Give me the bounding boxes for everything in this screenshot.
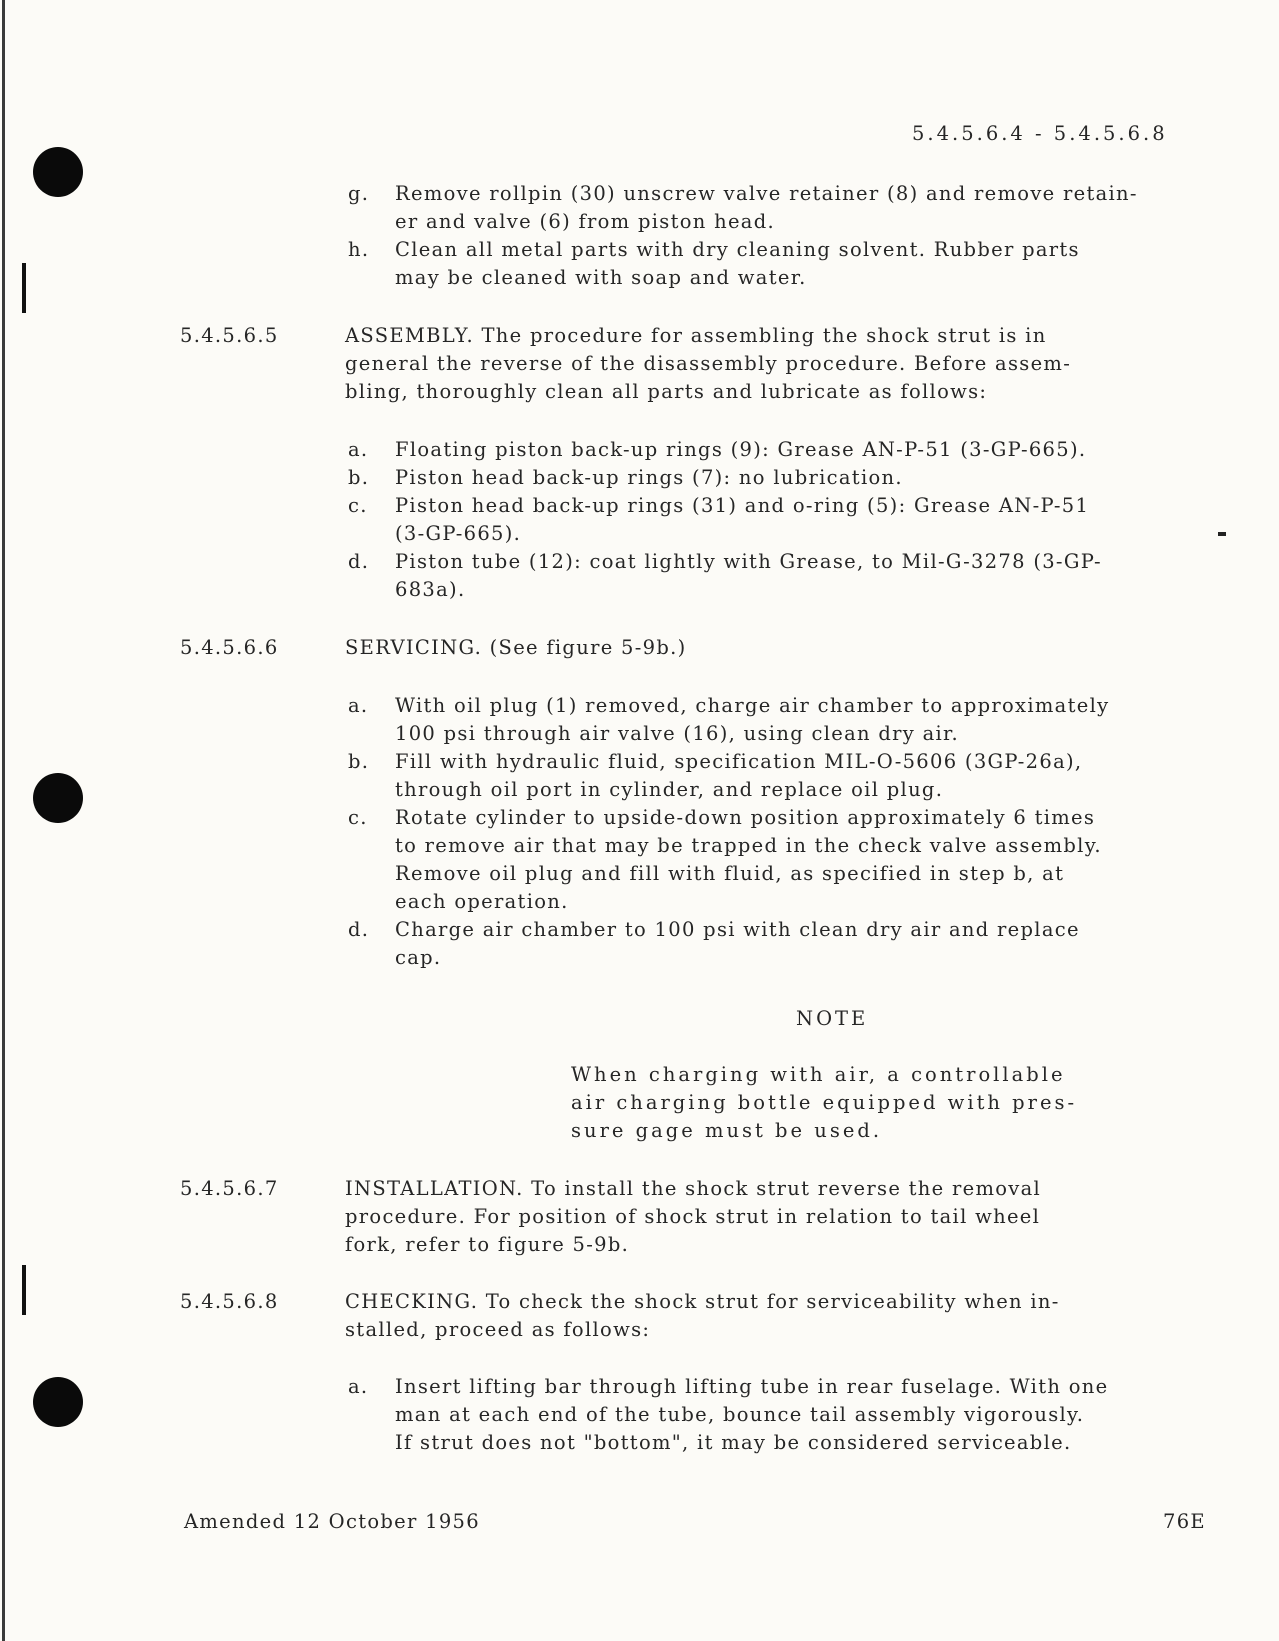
item-text: may be cleaned with soap and water. — [395, 266, 807, 289]
item-text: er and valve (6) from piston head. — [395, 210, 776, 233]
note-text: air charging bottle equipped with pres- — [571, 1091, 1078, 1114]
item-text: Remove oil plug and fill with fluid, as specified in step b, at — [395, 862, 1065, 885]
item-letter: d. — [348, 550, 370, 573]
section-text: general the reverse of the disassembly procedure. Before assem- — [345, 352, 1072, 375]
binder-hole-icon — [33, 147, 83, 197]
item-text: man at each end of the tube, bounce tail assembly vigorously. — [395, 1403, 1085, 1426]
item-text: Piston head back-up rings (7): no lubrication. — [395, 466, 903, 489]
item-text: to remove air that may be trapped in the check valve assembly. — [395, 834, 1102, 857]
item-letter: d. — [348, 918, 370, 941]
item-letter: h. — [348, 238, 370, 261]
section-heading-text: CHECKING. To check the shock strut for serviceability when in- — [345, 1290, 1060, 1313]
binder-hole-icon — [33, 773, 83, 823]
section-text: procedure. For position of shock strut in relation to tail wheel — [345, 1205, 1041, 1228]
item-letter: c. — [348, 806, 368, 829]
page-left-edge — [2, 0, 5, 1641]
item-text: through oil port in cylinder, and replace oil plug. — [395, 778, 944, 801]
section-text: stalled, proceed as follows: — [345, 1318, 651, 1341]
change-bar — [22, 1265, 26, 1315]
section-number: 5.4.5.6.8 — [180, 1290, 279, 1313]
section-text: fork, refer to figure 5-9b. — [345, 1233, 630, 1256]
item-letter: a. — [348, 1375, 369, 1398]
note-title: NOTE — [796, 1007, 869, 1030]
item-text: Charge air chamber to 100 psi with clean dry air and replace — [395, 918, 1080, 941]
item-text: Piston tube (12): coat lightly with Grease, to Mil-G-3278 (3-GP- — [395, 550, 1102, 573]
item-text: Rotate cylinder to upside-down position approximately 6 times — [395, 806, 1096, 829]
item-text: (3-GP-665). — [395, 522, 522, 545]
item-text: 683a). — [395, 578, 466, 601]
change-bar — [22, 263, 26, 313]
page-number: 76E — [1163, 1510, 1206, 1533]
item-letter: c. — [348, 494, 368, 517]
section-range-header: 5.4.5.6.4 - 5.4.5.6.8 — [912, 122, 1168, 145]
stray-mark — [1218, 532, 1226, 536]
section-heading-text: SERVICING. (See figure 5-9b.) — [345, 636, 687, 659]
section-number: 5.4.5.6.7 — [180, 1177, 279, 1200]
section-text: bling, thoroughly clean all parts and lubricate as follows: — [345, 380, 988, 403]
item-letter: b. — [348, 750, 370, 773]
item-text: Clean all metal parts with dry cleaning solvent. Rubber parts — [395, 238, 1080, 261]
item-text: Remove rollpin (30) unscrew valve retainer (8) and remove retain- — [395, 182, 1138, 205]
item-text: cap. — [395, 946, 442, 969]
item-letter: a. — [348, 438, 369, 461]
item-letter: a. — [348, 694, 369, 717]
item-text: Piston head back-up rings (31) and o-ring (5): Grease AN-P-51 — [395, 494, 1090, 517]
item-text: 100 psi through air valve (16), using clean dry air. — [395, 722, 960, 745]
note-text: sure gage must be used. — [571, 1119, 883, 1142]
item-text: Insert lifting bar through lifting tube in rear fuselage. With one — [395, 1375, 1109, 1398]
item-text: Floating piston back-up rings (9): Grease AN-P-51 (3-GP-665). — [395, 438, 1087, 461]
section-heading-text: ASSEMBLY. The procedure for assembling the shock strut is in — [345, 324, 1047, 347]
section-number: 5.4.5.6.6 — [180, 636, 279, 659]
amended-date: Amended 12 October 1956 — [184, 1510, 480, 1533]
item-letter: g. — [348, 182, 370, 205]
section-number: 5.4.5.6.5 — [180, 324, 279, 347]
item-letter: b. — [348, 466, 370, 489]
item-text: Fill with hydraulic fluid, specification MIL-O-5606 (3GP-26a), — [395, 750, 1083, 773]
binder-hole-icon — [33, 1377, 83, 1427]
note-text: When charging with air, a controllable — [571, 1063, 1066, 1086]
item-text: With oil plug (1) removed, charge air chamber to approximately — [395, 694, 1110, 717]
item-text: each operation. — [395, 890, 569, 913]
item-text: If strut does not "bottom", it may be considered serviceable. — [395, 1431, 1072, 1454]
section-heading-text: INSTALLATION. To install the shock strut reverse the removal — [345, 1177, 1042, 1200]
